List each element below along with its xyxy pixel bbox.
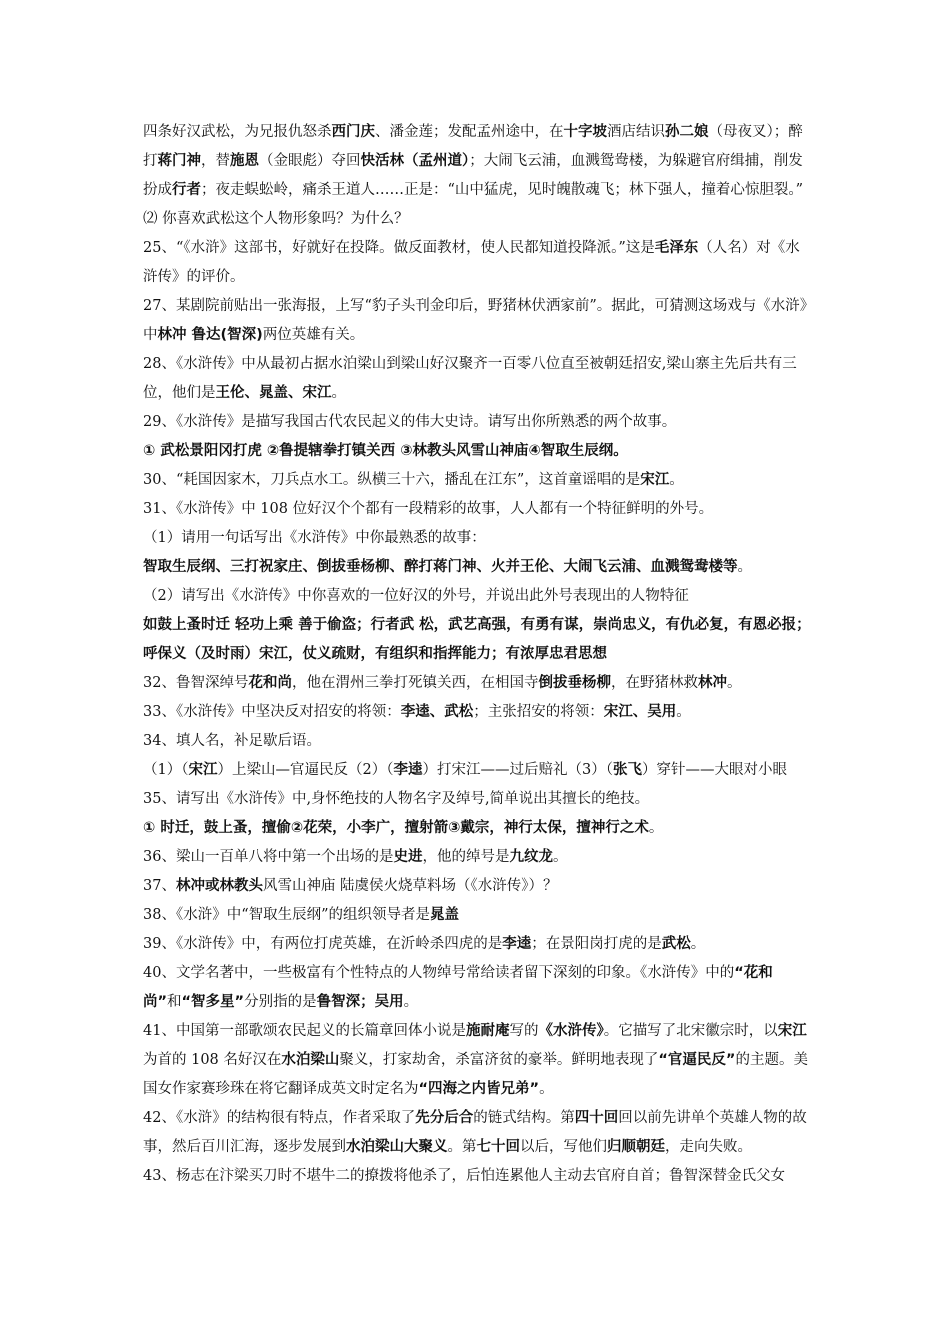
body-text: ，走向失败。 — [665, 1139, 752, 1155]
answer-text: 归顺朝廷 — [607, 1139, 665, 1155]
body-text: ；夜走蜈蚣岭，痛杀王道人……正是：“山中猛虎，见时魄散魂飞；林下强人，撞着心惊胆裂。” — [201, 182, 804, 198]
paragraph — [143, 118, 811, 205]
body-text: 37、 — [143, 878, 176, 894]
paragraph — [143, 843, 811, 872]
body-text: 。 — [726, 675, 742, 691]
body-text: 酒店结识 — [607, 124, 665, 140]
answer-text: 宋江、吴用 — [603, 704, 677, 720]
body-text: 。 — [552, 849, 568, 865]
answer-text: 先分后合 — [415, 1110, 474, 1126]
body-text: 风雪山神庙 陆虞侯火烧草料场（《水浒传》）？ — [262, 878, 558, 894]
paragraph — [143, 669, 811, 698]
body-text: ；大闹飞云浦，血溅鸳鸯楼，为躲避官府缉捕，削发扮成 — [143, 153, 803, 198]
answer-text: 九纹龙 — [509, 849, 553, 865]
paragraph — [143, 292, 811, 350]
answer-text: ① 武松景阳冈打虎 ②鲁提辖拳打镇关西 ③林教头风雪山神庙④智取生辰纲。 — [143, 443, 628, 459]
answer-text: 快活林（孟州道） — [360, 153, 470, 169]
body-text: 。 — [690, 936, 706, 952]
paragraph — [143, 408, 811, 437]
body-text: 33、《水浒传》中坚决反对招安的将领： — [143, 704, 401, 720]
body-text: （母夜叉）；醉打 — [143, 124, 803, 169]
body-text: （人名）对《水浒传》的评价。 — [143, 240, 800, 285]
body-text: 和 — [167, 994, 182, 1010]
paragraph — [143, 350, 811, 408]
paragraph — [143, 205, 811, 234]
body-text: 。 — [539, 1081, 554, 1097]
answer-text: 林冲 — [697, 675, 727, 691]
body-text: 31、《水浒传》中 108 位好汉个个都有一段精彩的故事，人人都有一个特征鲜明的外号。 — [143, 501, 714, 517]
body-text: ，在野猪林救 — [610, 675, 698, 691]
answer-text: “四海之内皆兄弟” — [418, 1081, 540, 1097]
answer-text: 四十回 — [574, 1110, 619, 1126]
answer-text: 宋江 — [640, 472, 670, 488]
answer-text: 王伦、晁盖、宋江 — [215, 385, 332, 401]
body-text: （2）请写出《水浒传》中你喜欢的一位好汉的外号，并说出此外号表现出的人物特征 — [143, 588, 689, 604]
paragraph — [143, 582, 811, 611]
body-text: 的链式结构。第 — [473, 1110, 575, 1126]
body-text: ）打宋江——过后赔礼（3）（ — [422, 762, 613, 778]
body-text: ，替 — [201, 153, 230, 169]
answer-text: 施恩 — [230, 153, 259, 169]
body-text: 27、某剧院前贴出一张海报，上写“豹子头刊金印后，野猪林伏洒家前”。据此，可猜测这场戏与《水浒》中 — [143, 298, 808, 343]
paragraph — [143, 698, 811, 727]
answer-text: 花和尚 — [248, 675, 292, 691]
body-text: 。 — [669, 472, 684, 488]
body-text: 的主题。美国女作家赛珍珠在将它翻译成英文时定名为 — [143, 1052, 808, 1097]
body-text: ，他在渭州三拳打死镇关西，在相国寺 — [291, 675, 539, 691]
body-text: 四条好汉武松，为兄报仇怒杀 — [143, 124, 332, 140]
body-text: ；在景阳岗打虎的是 — [531, 936, 662, 952]
body-text: 。 — [676, 704, 691, 720]
paragraph — [143, 553, 811, 582]
body-text: （1）（ — [143, 762, 189, 778]
paragraph — [143, 930, 811, 959]
answer-text: “花和尚” — [143, 965, 773, 1010]
answer-text: 李逵、武松 — [400, 704, 474, 720]
body-text: 聚义，打家劫舍，杀富济贫的豪举。鲜明地表现了 — [339, 1052, 659, 1068]
body-text: 。 — [403, 994, 419, 1010]
paragraph — [143, 1017, 811, 1104]
body-text: 38、《水浒》中“智取生辰纲”的组织领导者是 — [143, 907, 431, 923]
body-text: 回以前先讲单个英雄人物的故事，然后百川汇海，逐步发展到 — [143, 1110, 807, 1155]
body-text: 。第 — [447, 1139, 477, 1155]
body-text: 36、梁山一百单八将中第一个出场的是 — [143, 849, 394, 865]
answer-text: 倒拔垂杨柳 — [538, 675, 611, 691]
paragraph — [143, 872, 811, 901]
answer-text: 林冲 鲁达(智深) — [157, 327, 263, 343]
paragraph — [143, 785, 811, 814]
answer-text: 施耐庵 — [465, 1023, 510, 1039]
body-text: 。它描写了北宋徽宗时，以 — [603, 1023, 778, 1039]
document-body — [143, 118, 811, 1191]
answer-text: 水泊梁山大聚义 — [346, 1139, 448, 1155]
answer-text: “智多星” — [181, 994, 245, 1010]
answer-text: 林冲或林教头 — [175, 878, 263, 894]
body-text: （1）请用一句话写出《水浒传》中你最熟悉的故事： — [143, 530, 486, 546]
body-text: （金眼彪）夺回 — [259, 153, 361, 169]
paragraph — [143, 1104, 811, 1162]
body-text: 41、中国第一部歌颂农民起义的长篇章回体小说是 — [143, 1023, 466, 1039]
body-text: ）穿针——大眼对小眼 — [641, 762, 787, 778]
answer-text: 水泊梁山 — [281, 1052, 340, 1068]
paragraph — [143, 495, 811, 524]
answer-text: 毛泽东 — [654, 240, 699, 256]
answer-text: 李逵 — [502, 936, 532, 952]
body-text: 34、填人名，补足歇后语。 — [143, 733, 321, 749]
body-text: ；主张招安的将领： — [473, 704, 604, 720]
body-text: 、潘金莲；发配孟州途中，在 — [375, 124, 564, 140]
paragraph — [143, 727, 811, 756]
answer-text: 宋江 — [188, 762, 218, 778]
body-text: 写的 — [509, 1023, 539, 1039]
body-text: 。 — [737, 559, 752, 575]
answer-text: 如鼓上蚤时迁 轻功上乘 善于偷盗；行者武 松，武艺高强，有勇有谋，崇尚忠义，有仇必复，有恩必报；呼保义（及时雨）宋江，仗义疏财，有组织和指挥能力；有浓厚忠君思想 — [143, 617, 811, 662]
answer-text: 晁盖 — [430, 907, 460, 923]
answer-text: 行者 — [172, 182, 201, 198]
answer-text: 《水浒传》 — [538, 1023, 604, 1039]
answer-text: 武松 — [661, 936, 691, 952]
body-text: 25、“《水浒》这部书，好就好在投降。做反面教材，使人民都知道投降派。”这是 — [143, 240, 655, 256]
answer-text: “官逼民反” — [658, 1052, 736, 1068]
body-text: 40、文学名著中，一些极富有个性特点的人物绰号常给读者留下深刻的印象。《水浒传》中的 — [143, 965, 735, 981]
paragraph — [143, 524, 811, 553]
body-text: ，他的绰号是 — [422, 849, 510, 865]
answer-text: 宋江 — [777, 1023, 807, 1039]
paragraph — [143, 1162, 811, 1191]
answer-text: 鲁智深；吴用 — [316, 994, 404, 1010]
body-text: 42、《水浒》的结构很有特点，作者采取了 — [143, 1110, 416, 1126]
answer-text: 孙二娘 — [665, 124, 709, 140]
body-text: 为首的 108 名好汉在 — [143, 1052, 282, 1068]
body-text: ）上梁山—官逼民反（2）（ — [217, 762, 394, 778]
body-text: 39、《水浒传》中，有两位打虎英雄，在沂岭杀四虎的是 — [143, 936, 503, 952]
body-text: 28、《水浒传》中从最初占据水泊梁山到梁山好汉聚齐一百零八位直至被朝廷招安,梁山寨主先后共有三位，他们是 — [143, 356, 797, 401]
answer-text: 蒋门神 — [157, 153, 201, 169]
answer-text: 史进 — [393, 849, 423, 865]
paragraph — [143, 814, 811, 843]
answer-text: 西门庆 — [331, 124, 375, 140]
answer-text: 李逵 — [393, 762, 423, 778]
paragraph — [143, 437, 811, 466]
body-text: 29、《水浒传》是描写我国古代农民起义的伟大史诗。请写出你所熟悉的两个故事。 — [143, 414, 677, 430]
body-text: 30、“耗国因家木，刀兵点水工。纵横三十六，播乱在江东”，这首童谣唱的是 — [143, 472, 641, 488]
paragraph — [143, 611, 811, 669]
body-text: 35、请写出《水浒传》中,身怀绝技的人物名字及绰号,简单说出其擅长的绝技。 — [143, 791, 650, 807]
answer-text: ① 时迁，鼓上蚤，擅偷②花荣，小李广，擅射箭③戴宗，神行太保，擅神行之术 — [143, 820, 649, 836]
body-text: ⑵ 你喜欢武松这个人物形象吗？为什么？ — [143, 211, 409, 227]
paragraph — [143, 466, 811, 495]
body-text: 以后，写他们 — [520, 1139, 607, 1155]
answer-text: 张飞 — [612, 762, 642, 778]
paragraph — [143, 959, 811, 1017]
paragraph — [143, 901, 811, 930]
body-text: 32、鲁智深绰号 — [143, 675, 249, 691]
body-text: 两位英雄有关。 — [262, 327, 365, 343]
body-text: 。 — [648, 820, 664, 836]
paragraph — [143, 234, 811, 292]
body-text: 。 — [331, 385, 346, 401]
body-text: 43、杨志在汴梁买刀时不堪牛二的撩拨将他杀了，后怕连累他人主动去官府自首；鲁智深替金氏父女 — [143, 1168, 785, 1184]
answer-text: 智取生辰纲、三打祝家庄、倒拔垂杨柳、醉打蒋门神、火并王伦、大闹飞云浦、血溅鸳鸯楼等 — [143, 559, 738, 575]
answer-text: 十字坡 — [563, 124, 607, 140]
paragraph — [143, 756, 811, 785]
body-text: 分别指的是 — [244, 994, 317, 1010]
answer-text: 七十回 — [476, 1139, 520, 1155]
